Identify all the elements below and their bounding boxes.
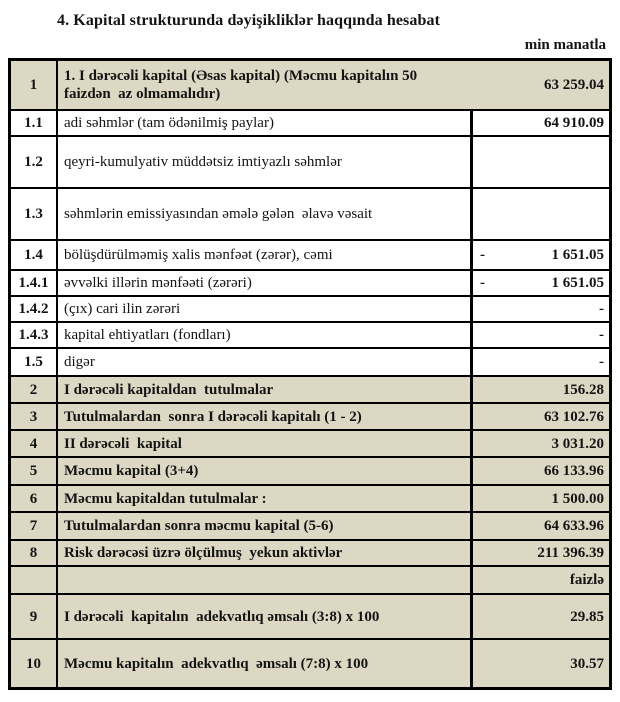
- table-row: [11, 137, 609, 189]
- row-number: 1.4.3: [11, 323, 58, 347]
- row-label: II dərəcəli kapital: [64, 435, 182, 452]
- row-number: 7: [11, 513, 58, 539]
- row-value: [470, 189, 609, 239]
- row-number: 1.1: [11, 111, 58, 135]
- unit-note: min manatla: [524, 37, 606, 53]
- row-label: 1. I dərəcəli kapital (Əsas kapital) (Məcmu kapitalın 50 faizdən az olmamalıdır): [64, 68, 421, 102]
- row-number: 1.4.1: [11, 271, 58, 295]
- table-row: [11, 486, 609, 513]
- row-label: [58, 567, 470, 593]
- row-label: I dərəcəli kapitaldan tutulmalar: [64, 381, 274, 398]
- row-label: əvvəlki illərin mənfəəti (zərəri): [64, 275, 252, 291]
- row-label: Tutulmalardan sonra məcmu kapital (5-6): [64, 518, 334, 534]
- table-row: [11, 297, 609, 323]
- value-amount: 30.57: [570, 655, 604, 672]
- table-row: [11, 431, 609, 458]
- row-number: 1.5: [11, 349, 58, 375]
- row-value: [470, 458, 609, 484]
- row-value: [470, 297, 609, 321]
- row-number: 6: [11, 486, 58, 511]
- row-value: [470, 349, 609, 375]
- value-amount: -: [599, 354, 604, 370]
- capital-structure-table: [8, 58, 612, 690]
- value-amount: 1 651.05: [551, 247, 604, 263]
- value-amount: 66 133.96: [544, 463, 604, 479]
- row-number: 2: [11, 377, 58, 402]
- value-amount: 1 500.00: [551, 490, 604, 507]
- row-label: kapital ehtiyatları (fondları): [64, 327, 231, 343]
- table-row: [11, 349, 609, 377]
- row-value: [470, 111, 609, 135]
- row-number: 1.2: [11, 137, 58, 187]
- page-title: 4. Kapital strukturunda dəyişikliklər haqqında hesabat: [57, 12, 440, 29]
- table-row: [11, 458, 609, 486]
- value-amount: 64 633.96: [544, 518, 604, 534]
- table-row: [11, 513, 609, 541]
- row-label: Risk dərəcəsi üzrə ölçülmuş yekun aktivlər: [64, 545, 343, 561]
- row-value: [470, 486, 609, 511]
- row-number: 4: [11, 431, 58, 456]
- value-amount: 1 651.05: [551, 275, 604, 291]
- row-number: 10: [11, 640, 58, 687]
- row-label: qeyri-kumulyativ müddətsiz imtiyazlı səhmlər: [64, 154, 342, 170]
- row-value: [470, 595, 609, 638]
- row-number: [11, 567, 58, 593]
- value-amount: 211 396.39: [537, 545, 604, 561]
- row-number: 3: [11, 404, 58, 429]
- row-label: adi səhmlər (tam ödənilmiş paylar): [64, 115, 274, 131]
- row-number: 8: [11, 541, 58, 565]
- table-row: [11, 640, 609, 687]
- row-value: [470, 513, 609, 539]
- row-value: [470, 241, 609, 269]
- value-amount: 64 910.09: [544, 115, 604, 131]
- table-row: [11, 271, 609, 297]
- value-amount: 63 259.04: [544, 77, 604, 93]
- row-value: [470, 404, 609, 429]
- value-amount: 156.28: [562, 381, 604, 398]
- row-number: 1.3: [11, 189, 58, 239]
- row-number: 9: [11, 595, 58, 638]
- row-label: Məcmu kapitalın adekvatlıq əmsalı (7:8) x 100: [64, 655, 369, 672]
- value-amount: 29.85: [570, 608, 604, 625]
- row-label: səhmlərin emissiyasından əmələ gələn əlavə vəsait: [64, 206, 373, 222]
- row-number: 5: [11, 458, 58, 484]
- row-label: Məcmu kapitaldan tutulmalar :: [64, 490, 267, 507]
- value-amount: -: [599, 327, 604, 343]
- row-value: [470, 61, 609, 109]
- value-amount: 63 102.76: [544, 408, 604, 425]
- table-row: [11, 595, 609, 640]
- row-label: I dərəcəli kapitalın adekvatlıq əmsalı (3:8) x 100: [64, 608, 380, 625]
- row-label: Tutulmalardan sonra I dərəcəli kapitalı (1 - 2): [64, 408, 362, 425]
- row-label: bölüşdürülməmiş xalis mənfəət (zərər), cəmi: [64, 247, 333, 263]
- table-row: [11, 111, 609, 137]
- row-value: [470, 323, 609, 347]
- row-label: (çıx) cari ilin zərəri: [64, 301, 181, 317]
- value-sign: -: [480, 247, 485, 263]
- row-value: [470, 640, 609, 687]
- value-sign: -: [480, 275, 485, 291]
- value-amount: faizlə: [569, 572, 604, 588]
- row-value: [470, 431, 609, 456]
- table-row: [11, 377, 609, 404]
- row-value: [470, 271, 609, 295]
- value-amount: 3 031.20: [551, 435, 604, 452]
- table-row: [11, 241, 609, 271]
- row-value: [470, 567, 609, 593]
- row-value: [470, 377, 609, 402]
- value-amount: -: [599, 301, 604, 317]
- row-value: [470, 137, 609, 187]
- table-row: [11, 323, 609, 349]
- row-number: 1: [11, 61, 58, 109]
- row-number: 1.4.2: [11, 297, 58, 321]
- row-number: 1.4: [11, 241, 58, 269]
- table-row: [11, 189, 609, 241]
- table-row: [11, 567, 609, 595]
- table-row: [11, 541, 609, 567]
- table-row: [11, 61, 609, 111]
- table-row: [11, 404, 609, 431]
- row-value: [470, 541, 609, 565]
- row-label: digər: [64, 354, 95, 370]
- row-label: Məcmu kapital (3+4): [64, 463, 199, 479]
